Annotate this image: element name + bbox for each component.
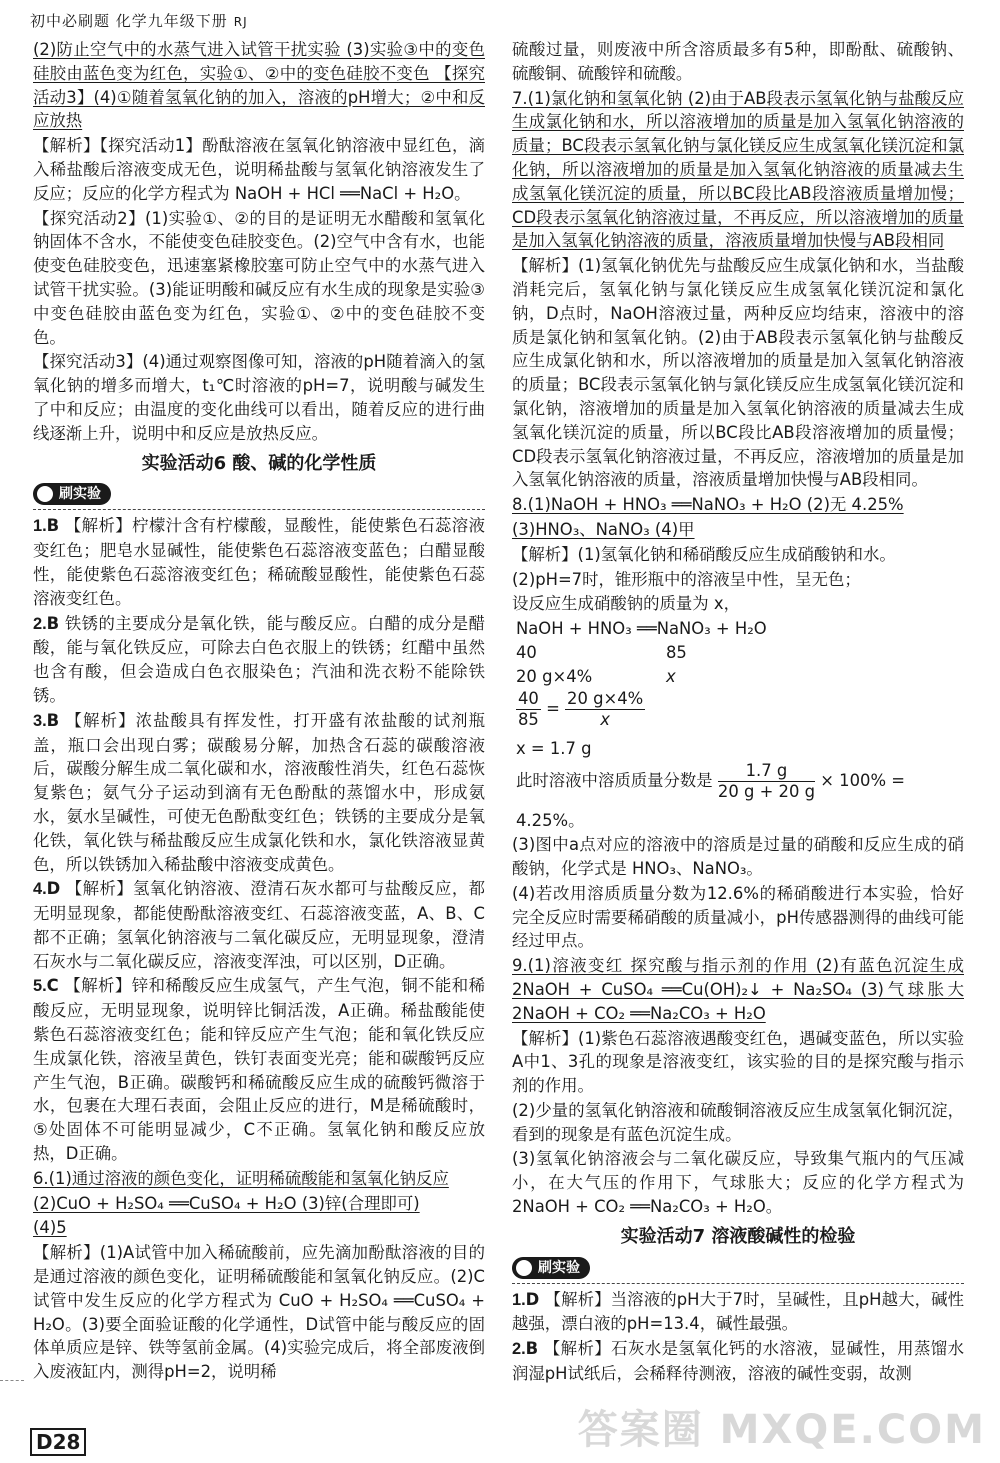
answer-line: 8.(1)NaOH + HNO₃ ══NaNO₃ + H₂O (2)无 4.25%: [512, 495, 904, 515]
analysis-paragraph: 【探究活动2】(1)实验①、②的目的是证明无水醋酸和氢氧化钠固体不含水，不能使变色硅胶变色。(2)空气中含有水，也能使变色硅胶变色，迅速塞紧橡胶塞可防止空气中的水蒸气进入试管干扰实验。(3)能证明酸和碱反应有水生成的现象是实验③中变色硅胶由蓝色变为红色，实验①、②中的变色硅胶不变色。: [33, 208, 485, 347]
right-column: [512, 38, 964, 1387]
question-item: 4.D 【解析】氢氧化钠溶液、澄清石灰水都可与盐酸反应，都无明显现象，都能使酚酞溶液变红、石蕊溶液变蓝，A、B、C都不正确；氢氧化钠溶液与二氧化碳反应，无明显现象，澄清石灰水与二氧化碳反应，溶液变浑浊，可以区别，D正确。: [33, 879, 485, 971]
answer-paragraph: (2)防止空气中的水蒸气进入试管干扰实验 (3)实验③中的变色硅胶由蓝色变为红色，实验①、②中的变色硅胶不变色 【探究活动3】(4)①随着氢氧化钠的加入，溶液的pH增大；②中和反应放热: [33, 40, 485, 131]
answer-line: (3)HNO₃、NaNO₃ (4)甲: [512, 519, 695, 539]
analysis-paragraph: (4)若改用溶质质量分数为12.6%的稀硝酸进行本实验，恰好完全反应时需要稀硝酸的质量减小，pH传感器测得的曲线可能经过甲点。: [512, 883, 964, 951]
analysis-paragraph: 设反应生成硝酸钠的质量为 x，: [512, 594, 740, 614]
question-item: 5.C 【解析】锌和稀酸反应生成氢气，产生气泡，铜不能和稀酸反应，无明显现象，说明锌比铜活泼，A正确。稀盐酸能使紫色石蕊溶液变红色；能和锌反应产生气泡；能和氧化铁反应生成氯化铁，溶液呈黄色，铁钉表面变光亮；能和碳酸钙反应产生气泡，B正确。碳酸钙和稀硫酸反应生成的硫酸钙微溶于水，包裹在大理石表面，会阻止反应的进行，M是稀硫酸时，⑤处固体不可能明显减少，C不正确。氢氧化钠和酸反应放热，D正确。: [33, 976, 485, 1164]
mass-row: 20 g×4% x: [516, 667, 676, 687]
percent-row: 此时溶液中溶质质量分数是 $\frac{1.7 g}{20 g + 20 g}$ × 100% =: [516, 761, 905, 802]
page-number: D28: [30, 1428, 86, 1456]
answer-line: (4)5: [33, 1218, 67, 1238]
result-row: x = 1.7 g: [516, 739, 592, 759]
molar-mass-row: 40 85: [516, 643, 687, 663]
percent-result: 4.25%。: [516, 811, 585, 831]
section-title: 实验活动7 溶液酸碱性的检验: [620, 1225, 856, 1247]
question-item: 1.D 【解析】当溶液的pH大于7时，呈碱性，且pH越大，碱性越强，漂白液的pH=13.4，碱性最强。: [512, 1289, 964, 1334]
analysis-paragraph: 【解析】(1)紫色石蕊溶液遇酸变红色，遇碱变蓝色，所以实验A中1、3孔的现象是溶液变红，该实验的目的是探究酸与指示剂的作用。: [512, 1028, 964, 1096]
analysis-paragraph: 【解析】【探究活动1】酚酞溶液在氢氧化钠溶液中显红色，滴入稀盐酸后溶液变成无色，说明稀盐酸与氢氧化钠溶液发生了反应；反应的化学方程式为 NaOH + HCl ══NaCl + H₂O。: [33, 136, 485, 203]
answer-line: (2)CuO + H₂SO₄ ══CuSO₄ + H₂O (3)锌(合理即可): [33, 1193, 420, 1213]
question-item: 3.B 【解析】浓盐酸具有挥发性，打开盛有浓盐酸的试剂瓶盖，瓶口会出现白雾；碳酸易分解，加热含石蕊的碳酸溶液后，碳酸分解生成二氧化碳和水，溶液酸性消失，红色石蕊恢复紫色；氨气分子运动到滴有无色酚酞的蒸馏水中，形成氨水，氨水呈碱性，可使无色酚酞变红色；铁锈的主要成分是氧化铁，氧化铁与稀盐酸反应生成氯化铁和水，氯化铁溶液显黄色，所以铁锈加入稀盐酸中溶液变成黄色。: [33, 710, 486, 874]
answer-line: 6.(1)通过溶液的颜色变化，证明稀硫酸能和氢氧化钠反应: [33, 1168, 449, 1188]
answer-paragraph: 9.(1)溶液变红 探究酸与指示剂的作用 (2)有蓝色沉淀生成 2NaOH + CuSO₄ ══Cu(OH)₂↓ + Na₂SO₄ (3)气球胀大 2NaOH + CO₂ ══Na₂CO₃ + H₂O: [512, 956, 964, 1023]
left-column: [33, 38, 485, 1385]
margin-divider: [0, 1380, 24, 1381]
analysis-paragraph: (3)图中a点对应的溶液中的溶质是过量的硝酸和反应生成的硝酸钠，化学式是 HNO₃、NaNO₃。: [512, 835, 964, 878]
brush-icon: [514, 1258, 534, 1278]
question-item: 2.B 铁锈的主要成分是氧化铁，能与酸反应。白醋的成分是醋酸，能与氧化铁反应，可除去白色衣服上的铁锈；红醋中虽然也含有酸，但会造成白色衣服染色；汽油和洗衣粉不能除铁锈。: [33, 613, 486, 705]
question-item: 1.B 【解析】柠檬汁含有柠檬酸，显酸性，能使紫色石蕊溶液变红色；肥皂水显碱性，能使紫色石蕊溶液变蓝色；白醋显酸性，能使紫色石蕊溶液变红色；稀硫酸显酸性，能使紫色石蕊溶液变红色。: [33, 516, 486, 608]
analysis-paragraph: (3)氢氧化钠溶液会与二氧化碳反应，导致集气瓶内的气压减小，在大气压的作用下，气球胀大；反应的化学方程式为 2NaOH + CO₂ ══Na₂CO₃ + H₂O。: [512, 1149, 964, 1217]
analysis-paragraph: 【解析】(1)氢氧化钠优先与盐酸反应生成氯化钠和水，当盐酸消耗完后，氢氧化钠与氯化镁反应生成氢氧化镁沉淀和氯化钠，D点时，NaOH溶液过量，两种反应均结束，溶液中的溶质是氯化钠和氢氧化钠。(2)由于AB段表示氢氧化钠与盐酸反应生成氯化钠和水，所以溶液增加的质量是加入氢氧化钠溶液的质量；BC段表示氢氧化钠与氯化镁反应生成氢氧化镁沉淀和氯化钠，溶液增加的质量是加入氢氧化钠溶液的质量减去生成氢氧化镁沉淀的质量，所以BC段比AB段溶液增加的质量慢；CD段表示氢氧化钠溶液过量，不再反应，溶液增加的质量是加入氢氧化钠溶液的质量，溶液质量增加快慢与AB段相同。: [512, 256, 964, 490]
analysis-paragraph: (2)少量的氢氧化钠溶液和硫酸铜溶液反应生成氢氧化铜沉淀，看到的现象是有蓝色沉淀生成。: [512, 1100, 964, 1144]
book-title: 初中必刷题 化学九年级下册: [30, 12, 228, 30]
practice-tag-row: [33, 481, 485, 510]
practice-tag-row: [512, 1255, 964, 1284]
analysis-paragraph: 【解析】(1)氢氧化钠和稀硝酸反应生成硝酸钠和水。: [512, 544, 896, 564]
question-item: 2.B 【解析】石灰水是氢氧化钙的水溶液，显碱性，用蒸馏水润湿pH试纸后，会稀释待测液，溶液的碱性变弱，故测: [512, 1339, 965, 1384]
calculation-block: [512, 617, 964, 833]
section-title: 实验活动6 酸、碱的化学性质: [141, 452, 377, 474]
answer-paragraph: 7.(1)氯化钠和氢氧化钠 (2)由于AB段表示氢氧化钠与盐酸反应生成氯化钠和水，所以溶液增加的质量是加入氢氧化钠溶液的质量；BC段表示氢氧化钠与氯化镁反应生成氢氧化镁沉淀和氯化钠，所以溶液增加的质量是加入氢氧化钠溶液的质量减去生成氢氧化镁沉淀的质量，所以BC段比AB段溶液质量增加慢；CD段表示氢氧化钠溶液过量，不再反应，所以溶液增加的质量是加入氢氧化钠溶液的质量，溶液质量增加快慢与AB段相同: [512, 88, 964, 251]
edition-label: RJ: [233, 15, 248, 29]
analysis-paragraph: (2)pH=7时，锥形瓶中的溶液呈中性，呈无色；: [512, 569, 861, 589]
chemical-equation: NaOH + HNO₃ ══NaNO₃ + H₂O: [516, 619, 767, 639]
analysis-paragraph: 【解析】(1)A试管中加入稀硫酸前，应先滴加酚酞溶液的目的是通过溶液的颜色变化，证明稀硫酸能和氢氧化钠反应。(2)C试管中发生反应的化学方程式为 CuO + H₂SO₄ ══CuSO₄ + H₂O。(3)要全面验证酸的化学通性，D试管中能与酸反应的固体单质应是锌、铁等氢前金属。(4)实验完成后，将全部废液倒入废液缸内，测得pH=2，说明稀: [33, 1243, 485, 1382]
page-header: [30, 10, 248, 31]
analysis-paragraph: 【探究活动3】(4)通过观察图像可知，溶液的pH随着滴入的氢氧化钠的增多而增大，t₁℃时溶液的pH=7，说明酸与碱发生了中和反应；由温度的变化曲线可以看出，随着反应的进行曲线逐渐上升，说明中和反应是放热反应。: [33, 352, 485, 443]
watermark: 答案圈 MXQE.COM: [577, 1407, 986, 1453]
ratio-row: $\frac{40}{85}$ = $\frac{20 g\times 4\%}{x}$: [518, 689, 644, 730]
brush-icon: [35, 484, 55, 504]
practice-tag: 刷实验: [512, 1257, 590, 1279]
practice-tag: 刷实验: [33, 483, 111, 505]
analysis-paragraph: 硫酸过量，则废液中所含溶质最多有5种，即酚酞、硫酸钠、硫酸铜、硫酸锌和硫酸。: [512, 40, 964, 83]
